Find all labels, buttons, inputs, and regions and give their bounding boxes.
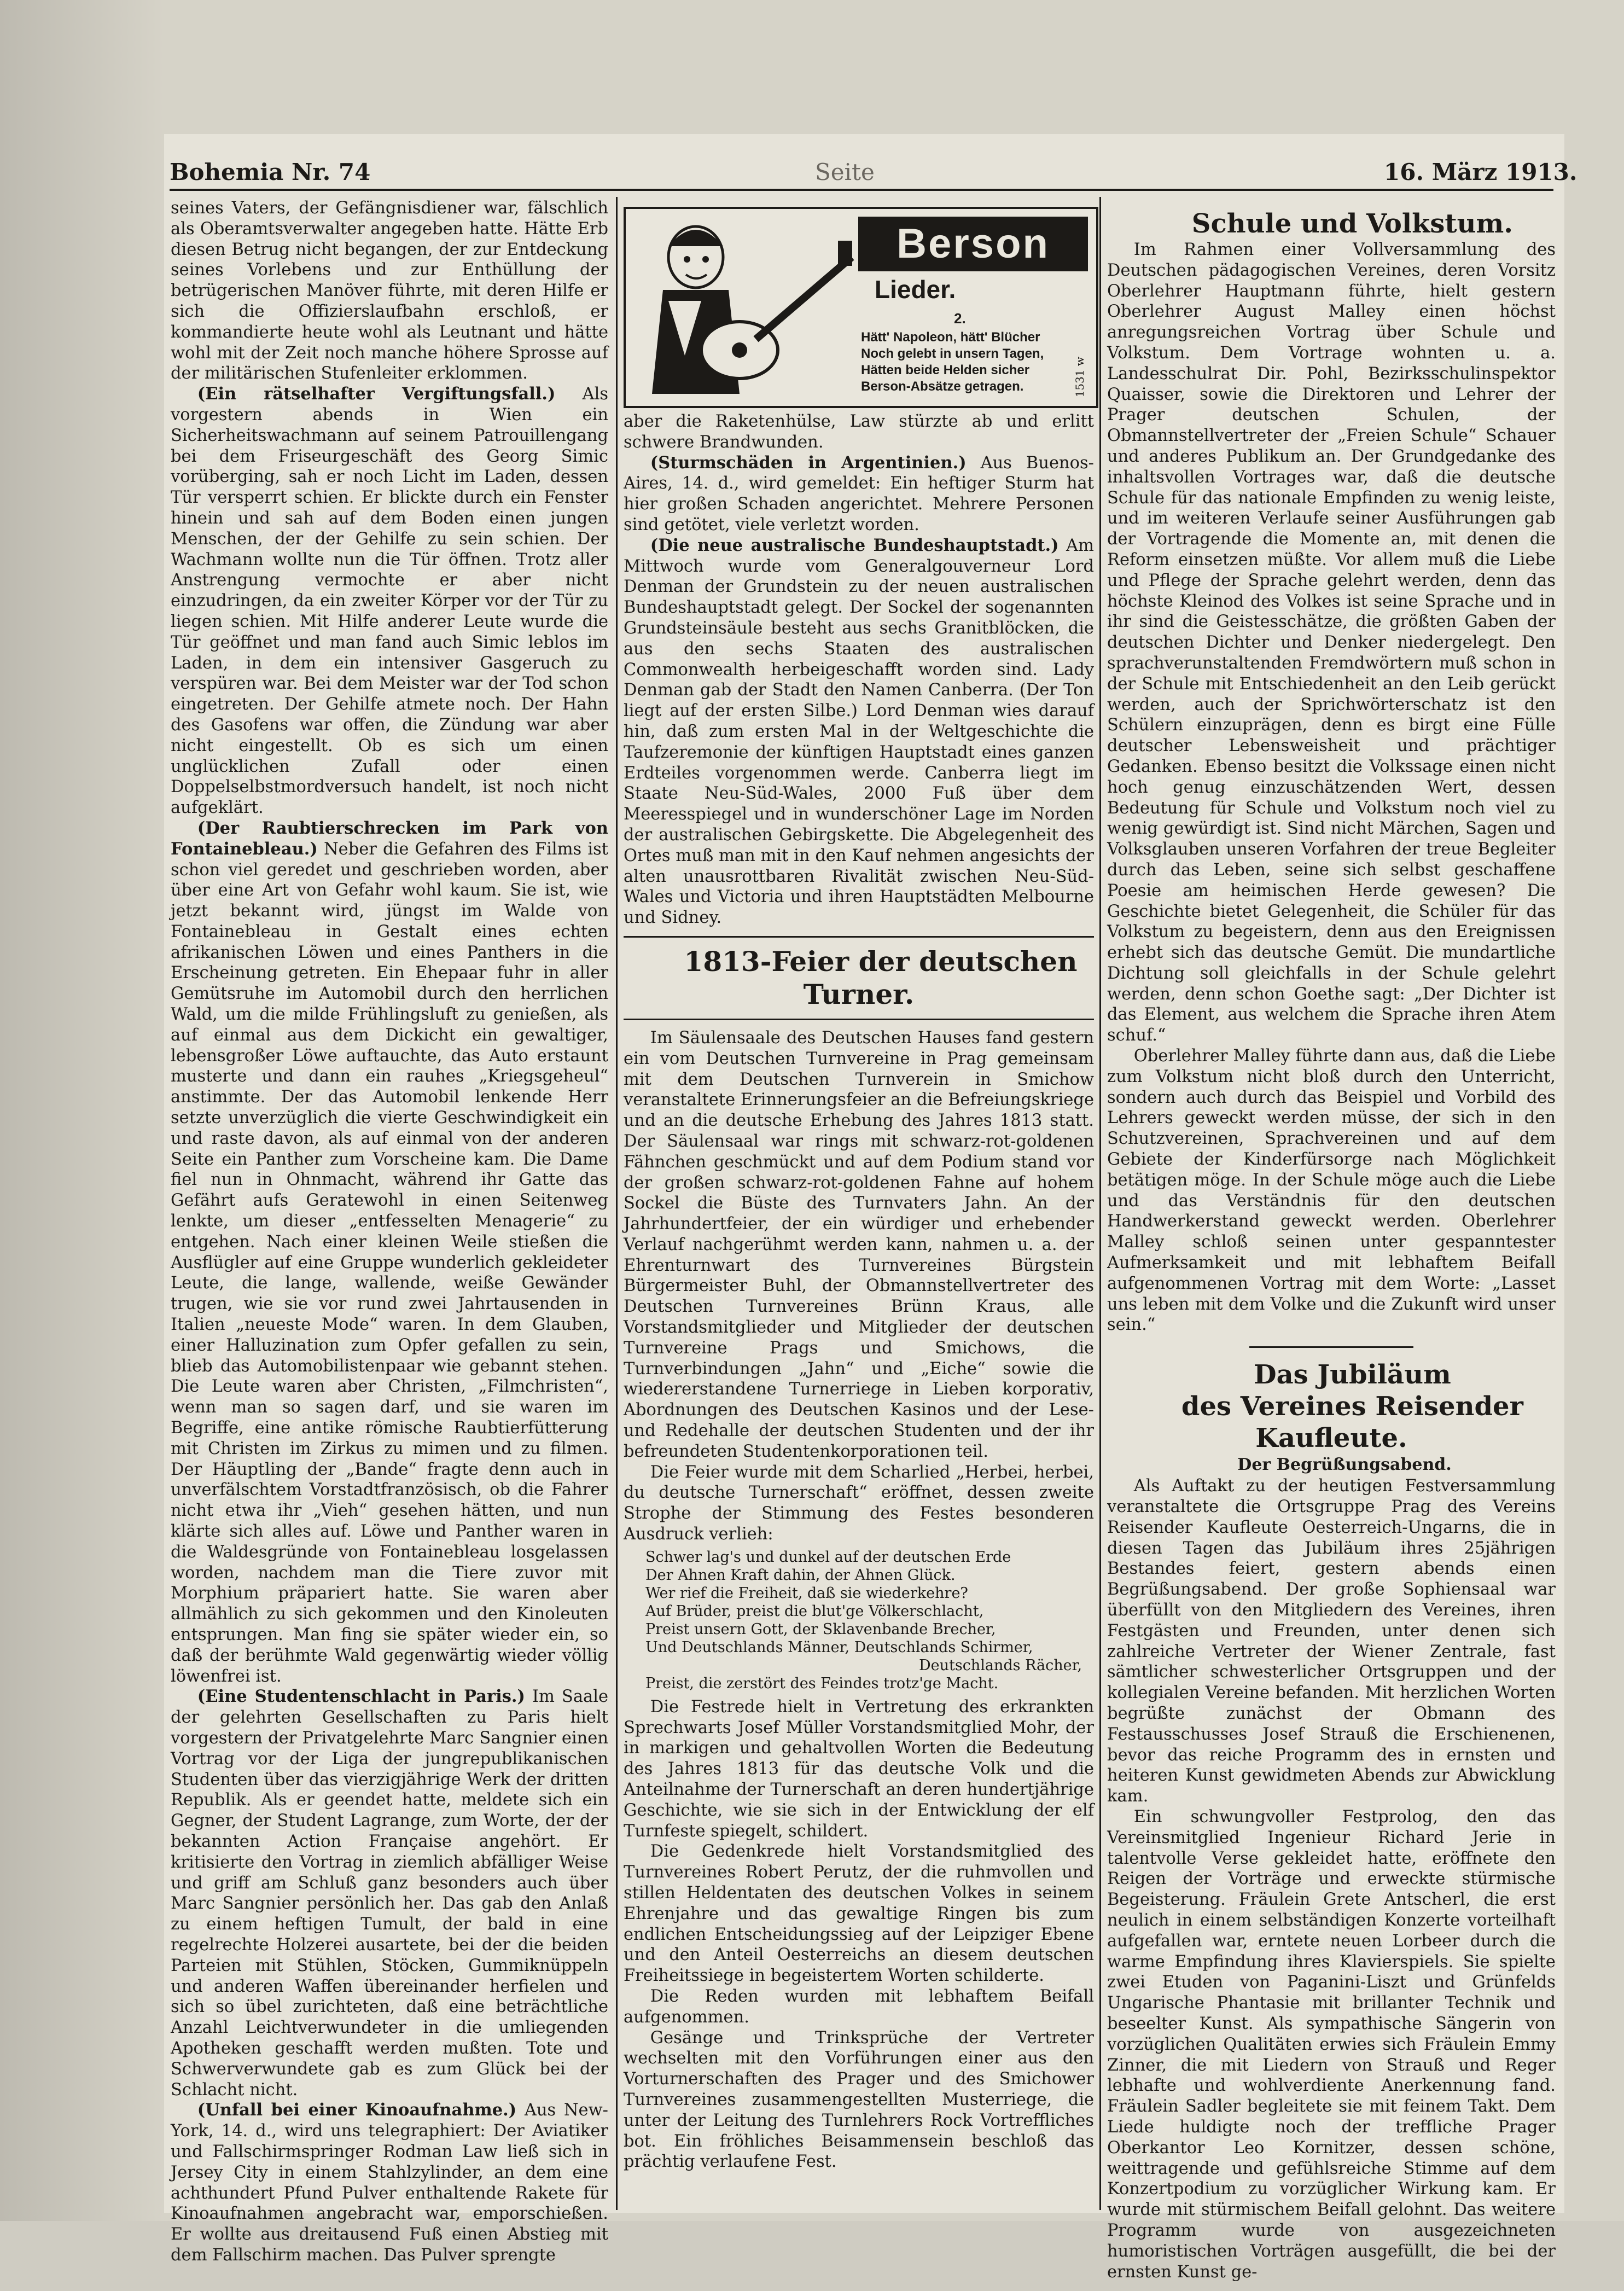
- article-headline: (Sturmschäden in Argentinien.): [650, 452, 967, 473]
- page-label: Seite: [815, 159, 875, 185]
- ad-verse-line: Berson-Absätze getragen.: [861, 379, 1024, 394]
- section-rule: [624, 1019, 1094, 1020]
- verse-line: Wer rief die Freiheit, daß sie wiederkehre?: [645, 1584, 968, 1602]
- masthead-left: Bohemia Nr. 74: [170, 159, 371, 185]
- verse-line: Preist unsern Gott, der Sklavenbande Brecher,: [645, 1620, 996, 1638]
- ad-code: 1531 w: [1073, 357, 1086, 398]
- ad-brand-title: Berson: [858, 217, 1088, 271]
- page-gutter: [0, 0, 164, 2291]
- article-text: Im Saale der gelehrten Gesellschaften zu Paris hielt vorgestern der Privatgelehrte Marc Sangnier einen Vortrag vor der Liga der jungrepublikanischen Studenten über das vierzigjährige Werk der dritten Republik. Als er geendet hatte, meldete sich ein Gegner, der Student Lagrange, zum Worte, der der bekannten Action Française angehört. Er kritisierte den Vortrag in ziemlich abfälliger Weise und griff am Schluß ganz besonders auch über Marc Sangnier persönlich her. Das gab den Anlaß zu einem heftigen Tumult, der bald in eine regelrechte Holzerei ausartete, bei der die beiden Parteien mit Stühlen, Stöcken, Gummiknüppeln und anderen Waffen übereinander herfielen und sich so übel zurichteten, daß eine beträchtliche Anzahl Leichtverwundeter in die umliegenden Apotheken geschafft werden mußten. Tote und Schwerverwundete gab es zum Glück bei der Schlacht nicht.: [171, 1687, 608, 2100]
- column-1: [171, 198, 608, 2265]
- verse-line: Preist, die zerstört des Feindes trotz'ge Macht.: [645, 1674, 999, 1692]
- verse-line: Schwer lag's und dunkel auf der deutschen Erde: [645, 1548, 1011, 1566]
- article-studentenschlacht: [171, 1687, 608, 2100]
- article-headline: (Die neue australische Bundeshauptstadt.): [650, 535, 1059, 555]
- verse-line: Auf Brüder, preist die blut'ge Völkerschlacht,: [645, 1602, 984, 1620]
- section-rule: [1249, 1346, 1413, 1348]
- article-headline: (Ein rätselhafter Vergiftungsfall.): [197, 384, 556, 404]
- paragraph: Im Rahmen einer Vollversammlung des Deutschen pädagogischen Vereines, deren Vorsitz Oberlehrer Hauptmann führte, hielt gestern Oberlehrer August Malley einen höchst anregungsreichen Vortrag über Schule und Volkstum. Dem Vortrage wohnten u. a. Landesschulrat Dir. Pohl, Bezirksschulinspektor Quaisser, sowie die Direktoren und Lehrer der Prager deutschen Schulen, der Obmannstellvertreter der „Freien Schule“ Schauer und anderes Publikum an. Der Grundgedanke des inhaltsvollen Vortrages war, daß die deutsche Schule für das nationale Empfinden zu wenig leiste, und im weiteren Verlaufe seiner Ausführungen gab der Vortragende die Momente an, mit denen die Reform einsetzen müßte. Vor allem muß die Liebe und Pflege der Sprache gelehrt werden, denn das höchste Kleinod des Volkes ist seine Sprache und in ihr sind die Geistesschätze, die größten Gaben der deutschen Dichter und Denker niedergelegt. Den sprachverunstaltenden Fremdwörtern muß schon in der Schule mit Entschiedenheit an den Leib gerückt werden, auch der Sprichwörterschatz ist den Schülern einzuprägen, denn es birgt eine Fülle deutscher Lebensweisheit und prächtiger Gedanken. Ebenso besitzt die Volkssage einen nicht hoch genug einzuschätzenden Wert, dessen Bedeutung für Schule und Volkstum noch viel zu wenig gewürdigt ist. Sind nicht Märchen, Sagen und Volksglauben unseren Vorfahren der treue Begleiter durch das Leben, seine sich selbst geschaffene Poesie am heimischen Herde gewesen? Die Geschichte bietet Gelegenheit, die Schüler für das Volkstum zu begeistern, denn aus den Ereignissen erhebt sich das deutsche Gemüt. Die mundartliche Dichtung soll gleichfalls in der Schule gelehrt werden, denn schon Goethe sagt: „Der Dichter ist das Element, aus welchem die Sprache ihren Atem schuf.“: [1107, 240, 1556, 1045]
- ad-verse: [861, 329, 1080, 395]
- article-headline: (Eine Studentenschlacht in Paris.): [197, 1687, 525, 1707]
- article-text: Am Mittwoch wurde vom Generalgouverneur Lord Denman der Grundstein zu der neuen australischen Bundeshauptstadt gelegt. Der Sockel der sogenannten Grundsteinsäule besteht aus sechs Granitblöcken, die aus den sechs Staaten des australischen Commonwealth herbeigeschafft worden sind. Lady Denman gab der Stadt den Namen Canberra. (Der Ton liegt auf der ersten Silbe.) Lord Denman wies darauf hin, daß zum ersten Mal in der Weltgeschichte die Taufzeremonie der künftigen Hauptstadt eines ganzen Erdteiles vorgenommen werde. Canberra liegt im Staate Neu-Süd-Wales, 2000 Fuß über dem Meeresspiegel und in wunderschöner Lage im Norden der australischen Gebirgskette. Die Abgelegenheit des Ortes muß man mit in den Kauf nehmen angesichts der alten unausrottbaren Rivalität zwischen Neu-Süd-Wales und Victoria und ihren Hauptstädten Melbourne und Sidney.: [624, 536, 1094, 928]
- header-rule: [170, 189, 1553, 191]
- article-text: Aus New-York, 14. d., wird uns telegraphiert: Der Aviatiker und Fallschirmspringer Rodman Law ließ sich in Jersey City in einem Stahlzylinder, an dem eine achthundert Pfund Pulver enthaltende Rakete für Kinoaufnahmen angebracht war, emporschießen. Er wollte aus dreitausend Fuß einen Abstieg mit dem Fallschirm machen. Das Pulver sprengte: [171, 2101, 608, 2265]
- verse-line: Und Deutschlands Männer, Deutschlands Schirmer,: [645, 1638, 1033, 1656]
- article-bundeshauptstadt: [624, 536, 1094, 928]
- ad-verse-line: Hätt' Napoleon, hätt' Blücher: [861, 330, 1040, 345]
- paragraph: Gesänge und Trinksprüche der Vertreter wechselten mit den Vorführungen einer aus den Vorturnerschaften des Prager und des Smichower Turnvereines zusammengestellten Musterriege, die unter der Leitung des Turnlehrers Rock Vortreffliches bot. Ein fröhliches Beisammensein beschloß das prächtig verlaufene Fest.: [624, 2028, 1094, 2172]
- article-headline: (Der Raubtierschrecken im Park von Fontainebleau.): [171, 818, 608, 859]
- article-text: Neber die Gefahren des Films ist schon viel geredet und geschrieben worden, aber über eine Art von Gefahr wohl kaum. Sie ist, wie jetzt bekannt wird, jüngst im Walde von Fontainebleau in Gestalt eines echten afrikanischen Löwen und eines Panthers in die Erscheinung getreten. Ein Ehepaar fuhr in aller Gemütsruhe im Automobil durch den herrlichen Wald, um die milde Frühlingsluft zu genießen, als auf einmal aus dem Dickicht ein gewaltiger, lebensgroßer Löwe auftauchte, das Auto erstaunt musterte und dann ein rauhes „Kriegsgeheul“ anstimmte. Der das Automobil lenkende Herr setzte unverzüglich die vierte Geschwindigkeit ein und raste davon, als auf einmal von der anderen Seite ein Panther zum Vorscheine kam. Die Dame fiel nun in Ohnmacht, während ihr Gatte das Gefährt aufs Geratewohl in einen Seitenweg lenkte, um dieser „entfesselten Menagerie“ zu entgehen. Nach einer kleinen Weile stießen die Ausflügler auf eine Gruppe wunderlich gekleideter Leute, die lange, wallende, weiße Gewänder trugen, wie sie vor rund zwei Jahrtausenden in Italien „neueste Mode“ waren. In dem Glauben, einer Halluzination zum Opfer gefallen zu sein, blieb das Automobilistenpaar wie gebannt stehen. Die Leute waren aber Christen, „Filmchristen“, wenn man so sagen darf, und sie waren im Begriffe, eine antike römische Raubtierfütterung mit Christen im Zirkus zu mimen und zu filmen. Der Häuptling der „Bande“ fragte denn auch in unverfälschtem Vorstadtfranzösisch, ob die Fahrer nicht etwa ihr „Vieh“ gesehen hätten, und nun klärte sich alles auf. Löwe und Panther waren in die Waldesgründe von Fontainebleau losgelassen worden, nachdem man die Tiere zuvor mit Morphium präpariert hatte. Sie waren aber allmählich zu sich gekommen und den Kinoleuten entsprungen. Man fing sie später wieder ein, so daß der berühmte Wald gegenwärtig wieder völlig löwenfrei ist.: [171, 839, 608, 1686]
- article-sturmschaeden: [624, 453, 1094, 536]
- column-rule-2: [1099, 197, 1101, 2210]
- paragraph: Die Festrede hielt in Vertretung des erkrankten Sprechwarts Josef Müller Vorstandsmitglied Mohr, der in markigen und gehaltvollen Worten die Bedeutung des Jahres 1813 für das deutsche Volk und die Anteilnahme der Turnerschaft an deren hundertjährige Geschichte, wie sie sich in der Entwicklung der elf Turnfeste spiegelt, schildert.: [624, 1697, 1094, 1841]
- column-rule-1: [616, 197, 618, 2210]
- song-verse: [624, 1548, 1094, 1693]
- section-subheading: Der Begrüßungsabend.: [1237, 1455, 1452, 1475]
- article-raubtierschrecken: [171, 818, 608, 1687]
- verse-line: Der Ahnen Kraft dahin, der Ahnen Glück.: [645, 1566, 956, 1584]
- ad-verse-line: Hätten beide Helden sicher: [861, 363, 1030, 377]
- paragraph: Im Säulensaale des Deutschen Hauses fand gestern ein vom Deutschen Turnvereine in Prag gemeinsam mit dem Deutschen Turnverein in Smichow veranstaltete Erinnerungsfeier an die Befreiungskriege und an die deutsche Erhebung des Jahres 1813 statt. Der Säulensaal war rings mit schwarz-rot-goldenen Fähnchen geschmückt und auf dem Podium stand vor der großen schwarz-rot-goldenen Fahne auf hohem Sockel die Büste des Turnvaters Jahn. An der Jahrhundertfeier, der ein würdiger und erhebender Verlauf nachgerühmt werden kann, nahmen u. a. der Ehrenturnwart des Turnvereines Bürgstein Bürgermeister Buhl, der Obmannstellvertreter des Deutschen Turnvereines Brünn Kraus, alle Vorstandsmitglieder und Mitglieder der deutschen Turnvereine Prags und Smichows, die Turnverbindungen „Jahn“ und „Eiche“ sowie die wiedererstandene Turnerriege in Lieben korporativ, Abordnungen des Deutschen Kasinos und der Lese- und Redehalle der deutschen Studenten und der ihr befreundeten Studentenkorporationen teil.: [624, 1028, 1094, 1461]
- column-2: [624, 411, 1094, 2217]
- article-text: Aus Buenos-Aires, 14. d., wird gemeldet: Ein heftiger Sturm hat hier großen Schaden angerichtet. Mehrere Personen sind getötet, viele verletzt worden.: [624, 453, 1094, 534]
- paragraph: Die Gedenkrede hielt Vorstandsmitglied des Turnvereines Robert Perutz, der die ruhmvollen und stillen Heldentaten des deutschen Volkes in seinem Ehrenjahre und das gewaltige Ringen bis zum endlichen Entscheidungssieg auf der Leipziger Ebene und den Anteil Oesterreichs an diesem deutschen Freiheitssiege in begeistertem Worten schilderte.: [624, 1842, 1094, 1986]
- article-headline: (Unfall bei einer Kinoaufnahme.): [197, 2100, 517, 2120]
- section-heading-jubilaeum-2: des Vereines Reisender Kaufleute.: [1181, 1391, 1523, 1454]
- article-continuation: aber die Raketenhülse, Law stürzte ab und erlitt schwere Brandwunden.: [624, 412, 1094, 452]
- verse-line: Deutschlands Rächer,: [919, 1656, 1082, 1674]
- ad-subtitle: Lieder.: [875, 275, 956, 304]
- paragraph: Die Reden wurden mit lebhaftem Beifall aufgenommen.: [624, 1987, 1094, 2027]
- section-rule: [624, 936, 1094, 938]
- article-continuation: seines Vaters, der Gefängnisdiener war, fälschlich als Oberamtsverwalter angegeben hatte. Hätte Erb diesen Betrug nicht begangen, der zur Entdeckung seines Vorlebens und zur Enthüllung der betrügerischen Manöver führte, mit deren Hilfe er sich die Offizierslaufbahn erschloß, er kommandierte heute wohl als Leutnant und hätte wohl mit der Zeit noch manche höhere Sprosse auf der militärischen Stufenleiter erklommen.: [171, 199, 608, 383]
- guitar-player-illustration: [630, 213, 854, 399]
- section-heading-jubilaeum: Das Jubiläum: [1253, 1359, 1451, 1391]
- section-heading-turner: 1813-Feier der deutschen Turner.: [684, 945, 1078, 1010]
- paragraph: Als Auftakt zu der heutigen Festversammlung veranstaltete die Ortsgruppe Prag des Vereins Reisender Kaufleute Oesterreich-Ungarns, die in diesen Tagen das Jubiläum ihres 25jährigen Bestandes feiert, gestern abends einen Begrüßungsabend. Der große Sophiensaal war überfüllt von den Mitgliedern des Vereines, ihren Festgästen und Freunden, unter denen sich zahlreiche Vertreter der Wiener Zentrale, fast sämtlicher schwesterlicher Ortsgruppen und der kollegialen Vereine befanden. Mit herzlichen Worten begrüßte zunächst der Obmann des Festausschusses Josef Strauß die Erschienenen, bevor das reiche Programm des in ernsten und heiteren Kunst gewidmeten Abends zur Abwicklung kam.: [1107, 1476, 1556, 1806]
- article-kinoaufnahme: [171, 2100, 608, 2265]
- issue-date: 16. März 1913.: [1384, 159, 1578, 185]
- article-vergiftungsfall: [171, 384, 608, 818]
- paragraph: Oberlehrer Malley führte dann aus, daß die Liebe zum Volkstum nicht bloß durch den Unterricht, sondern auch durch das Beispiel und Vorbild des Lehrers geweckt werden müsse, der sich in den Schutzvereinen, Sprachvereinen und auf dem Gebiete der Kinderfürsorge nach Möglichkeit betätigen möge. In der Schule möge auch die Liebe und das Verständnis für den deutschen Handwerkerstand geweckt werden. Oberlehrer Malley schloß seinen unter gespanntester Aufmerksamkeit und mit lebhaftem Beifall aufgenommenen Vortrag mit dem Worte: „Lasset uns leben mit dem Volke und die Zukunft wird unser sein.“: [1107, 1046, 1556, 1335]
- article-text: Als vorgestern abends in Wien ein Sicherheitswachmann auf seinem Patrouillengang bei dem Friseurgeschäft des Georg Simic vorüberging, sah er noch Licht im Laden, dessen Tür versperrt schien. Er blickte durch ein Fenster hinein und sah auf dem Boden einen jungen Menschen, der der Gehilfe zu sein schien. Der Wachmann wollte nun die Tür öffnen. Trotz aller Anstrengung vermochte er aber nicht einzudringen, da ein zweiter Körper vor der Tür zu liegen schien. Mit Hilfe anderer Leute wurde die Tür geöffnet und man fand auch Simic leblos im Laden, in dem ein intensiver Gasgeruch zu verspüren war. Bei dem Meister war der Tod schon eingetreten. Der Gehilfe atmete noch. Der Hahn des Gasofens war offen, die Zündung war aber nicht eingestellt. Ob es sich um einen unglücklichen Zufall oder einen Doppelselbstmordversuch handelt, ist noch nicht aufgeklärt.: [171, 385, 608, 818]
- paragraph: Ein schwungvoller Festprolog, den das Vereinsmitglied Ingenieur Richard Jerie in talentvolle Verse gekleidet hatte, eröffnete den Reigen der Vorträge und erweckte stürmische Begeisterung. Fräulein Grete Antscherl, die erst neulich in einem selbständigen Konzerte vorteilhaft aufgefallen war, erntete neuen Lorbeer durch die warme Empfindung ihres Klavierspiels. Sie spielte zwei Etuden von Paganini-Liszt und Grünfelds Ungarische Phantasie mit brillanter Technik und beseelter Kunst. Als sympathische Sängerin von vorzüglichen Qualitäten erwies sich Fräulein Emmy Zinner, die mit Liedern von Strauß und Reger lebhafte und wohlverdiente Anerkennung fand. Fräulein Sadler begleitete sie mit feinem Takt. Dem Liede huldigte noch der treffliche Prager Oberkantor Leo Kornitzer, dessen schöne, weittragende und gefühlsreiche Stimme auf dem Konzertpodium zu vorzüglicher Wirkung kam. Er wurde mit stürmischem Beifall gelohnt. Das weitere Programm wurde von ausgezeichneten humoristischen Vorträgen ausgefüllt, die bei der ernsten Kunst ge-: [1107, 1807, 1556, 2282]
- paragraph: Die Feier wurde mit dem Scharlied „Herbei, herbei, du deutsche Turnerschaft“ eröffnet, dessen zweite Strophe der Stimmung des Festes besonderen Ausdruck verlieh:: [624, 1462, 1094, 1544]
- column-3: [1107, 208, 1556, 2282]
- ad-verse-line: Noch gelebt in unsern Tagen,: [861, 346, 1044, 361]
- ad-number: 2.: [954, 310, 966, 327]
- berson-advertisement: [624, 207, 1098, 408]
- section-heading-schule: Schule und Volkstum.: [1191, 208, 1513, 239]
